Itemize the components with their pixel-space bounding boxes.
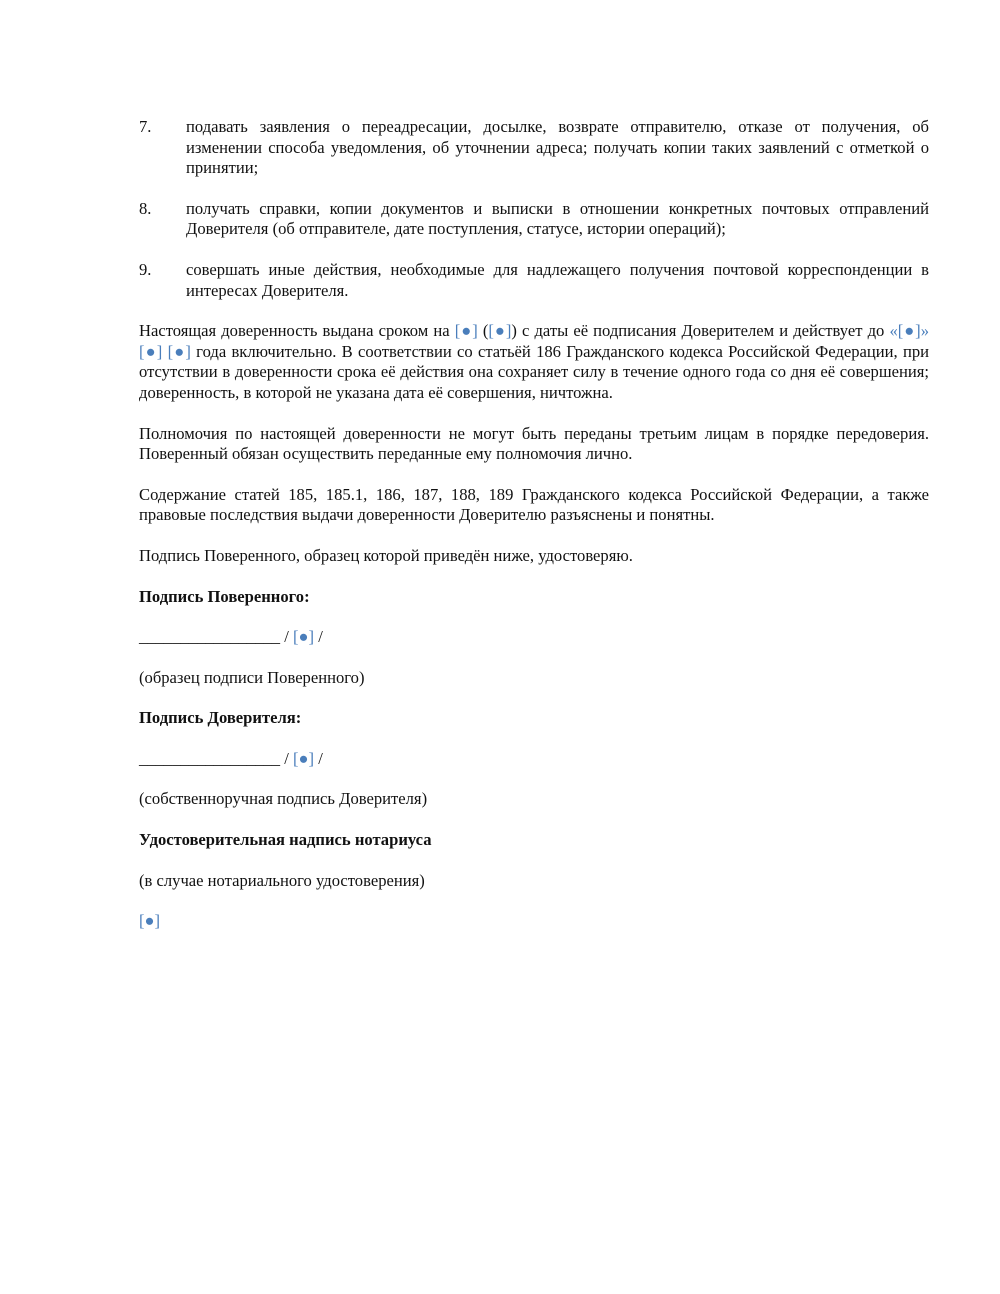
principal-signature-line	[139, 749, 929, 770]
signature-tail: /	[314, 627, 323, 647]
principal-signature-heading: Подпись Доверителя:	[139, 708, 302, 728]
list-text: подавать заявления о переадресации, досылке, возврате отправителю, отказе от получения, об изменении способа уведомления, об уточнении адреса; получать копии таких заявлений с отметкой о принятии;	[186, 117, 929, 178]
signature-blank: _________________ /	[139, 627, 293, 647]
attorney-signature-line	[139, 627, 929, 648]
term-placeholder[interactable]: [●]	[488, 321, 512, 341]
list-text: получать справки, копии документов и выписки в отношении конкретных почтовых отправлений Доверителя (об отправителе, дате поступления, статусе, истории операций);	[186, 198, 929, 239]
document-page	[139, 117, 929, 952]
certify-paragraph: Подпись Поверенного, образец которой приведён ниже, удостоверяю.	[139, 545, 633, 565]
term-text-1: Настоящая доверенность выдана сроком на	[139, 321, 455, 341]
articles-paragraph: Содержание статей 185, 185.1, 186, 187, 188, 189 Гражданского кодекса Российской Федерации, а также правовые последствия выдачи доверенности Доверителю разъяснены и понятны.	[139, 484, 929, 525]
date-year-placeholder[interactable]: [●]	[167, 341, 191, 361]
term-paragraph	[139, 321, 929, 403]
signature-tail: /	[314, 748, 323, 768]
date-month-placeholder[interactable]: [●]	[139, 341, 163, 361]
signature-blank: _________________ /	[139, 748, 293, 768]
list-number: 8.	[139, 198, 152, 218]
term-placeholder[interactable]: [●]	[454, 321, 478, 341]
notary-placeholder[interactable]: [●]	[139, 911, 161, 931]
principal-signature-caption: (собственноручная подпись Доверителя)	[139, 789, 428, 809]
list-text: совершать иные действия, необходимые для надлежащего получения почтовой корреспонденции в интересах Доверителя.	[186, 259, 929, 300]
attorney-signature-caption: (образец подписи Поверенного)	[139, 667, 365, 687]
notary-heading: Удостоверительная надпись нотариуса	[139, 830, 432, 850]
term-text-6: года включительно. В соответствии со статьёй 186 Гражданского кодекса Российской Федерации, при отсутствии в доверенности срока её действия она сохраняет силу в течение одного года со дня её совершения; доверенность, в которой не указана дата её совершения, ничтожна.	[139, 341, 929, 402]
list-item-8	[139, 199, 929, 240]
attorney-name-placeholder[interactable]: [●]	[292, 627, 315, 647]
list-number: 9.	[139, 259, 152, 279]
list-item-9	[139, 260, 929, 301]
notary-note: (в случае нотариального удостоверения)	[139, 870, 425, 890]
date-day-placeholder[interactable]: «[●]»	[889, 321, 930, 341]
list-item-7	[139, 117, 929, 179]
principal-name-placeholder[interactable]: [●]	[292, 748, 315, 768]
notary-text-block	[139, 911, 929, 932]
term-text-3: ) с даты её подписания Доверителем и действует до	[511, 321, 890, 341]
term-text-2: (	[477, 321, 489, 341]
list-number: 7.	[139, 117, 152, 136]
attorney-signature-heading: Подпись Поверенного:	[139, 586, 310, 606]
redelegation-paragraph: Полномочия по настоящей доверенности не могут быть переданы третьим лицам в порядке передоверия. Поверенный обязан осуществить переданные ему полномочия лично.	[139, 423, 929, 464]
